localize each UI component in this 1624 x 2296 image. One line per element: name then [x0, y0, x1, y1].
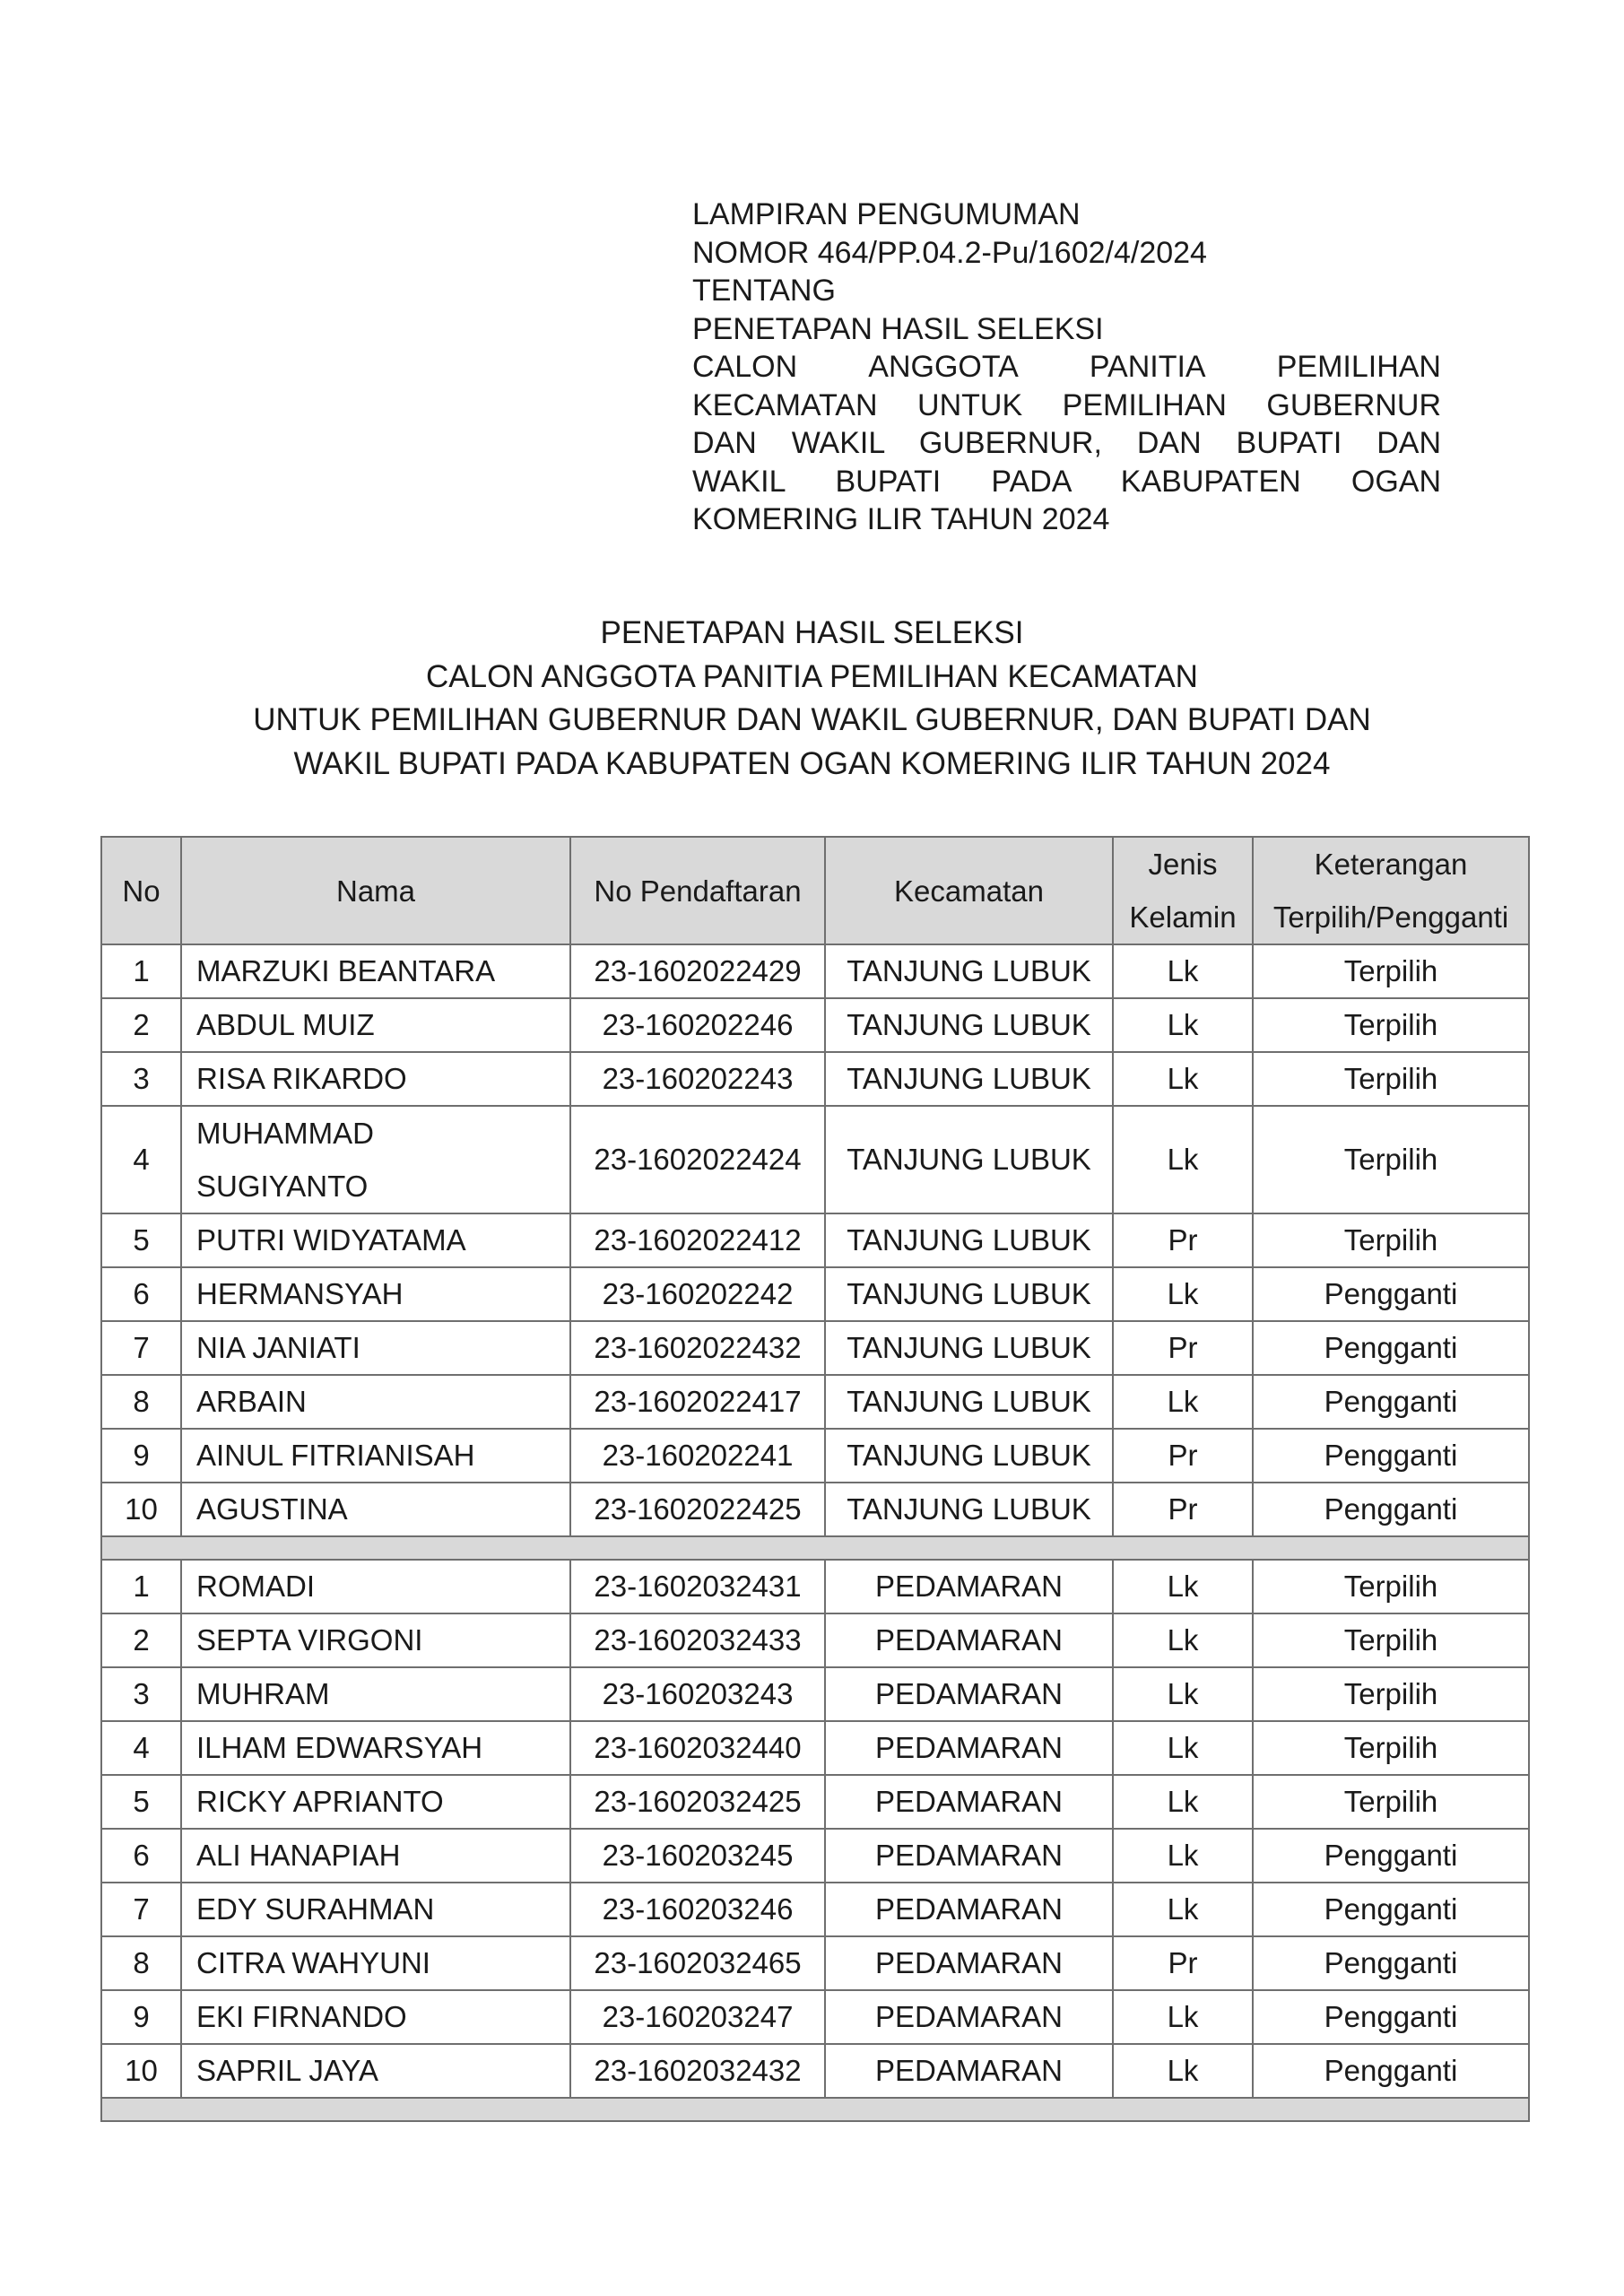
cell-nama: ALI HANAPIAH [181, 1829, 570, 1883]
table-row [101, 998, 1529, 1052]
cell-jenis-kelamin: Pr [1113, 1321, 1253, 1375]
group-separator [101, 1536, 1529, 1560]
cell-jenis-kelamin: Lk [1113, 1560, 1253, 1613]
table-row [101, 1052, 1529, 1106]
cell-keterangan: Terpilih [1253, 1213, 1529, 1267]
title-line: WAKIL BUPATI PADA KABUPATEN OGAN KOMERING ILIR TAHUN 2024 [293, 745, 1331, 781]
cell-keterangan: Pengganti [1253, 1936, 1529, 1990]
table-row [101, 1267, 1529, 1321]
table-row [101, 1560, 1529, 1613]
cell-nama: ROMADI [181, 1560, 570, 1613]
cell-no: 7 [101, 1321, 181, 1375]
cell-kecamatan: PEDAMARAN [825, 1721, 1113, 1775]
column-header-keterangan [1253, 837, 1529, 944]
cell-jenis-kelamin: Pr [1113, 1429, 1253, 1483]
table-row [101, 2044, 1529, 2098]
cell-no: 10 [101, 2044, 181, 2098]
cell-kecamatan: PEDAMARAN [825, 1667, 1113, 1721]
cell-keterangan: Pengganti [1253, 1883, 1529, 1936]
cell-nama [181, 1106, 570, 1213]
cell-no-pendaftaran: 23-1602022432 [570, 1321, 825, 1375]
attachment-subject-line: DAN WAKIL GUBERNUR, DAN BUPATI DAN [692, 426, 1441, 460]
cell-nama: SEPTA VIRGONI [181, 1613, 570, 1667]
attachment-subject-line: CALON ANGGOTA PANITIA PEMILIHAN [692, 350, 1441, 384]
table-row [101, 1375, 1529, 1429]
cell-no-pendaftaran: 23-160202241 [570, 1429, 825, 1483]
cell-keterangan: Terpilih [1253, 1775, 1529, 1829]
header-text: Jenis [1148, 848, 1218, 881]
cell-kecamatan: TANJUNG LUBUK [825, 1106, 1113, 1213]
title-line: CALON ANGGOTA PANITIA PEMILIHAN KECAMATAN [426, 658, 1198, 694]
cell-no: 1 [101, 1560, 181, 1613]
cell-no-pendaftaran: 23-1602032432 [570, 2044, 825, 2098]
table-row [101, 1106, 1529, 1213]
table-row [101, 1883, 1529, 1936]
cell-jenis-kelamin: Lk [1113, 1990, 1253, 2044]
cell-no: 6 [101, 1267, 181, 1321]
cell-jenis-kelamin: Lk [1113, 944, 1253, 998]
group-separator-row [101, 1536, 1529, 1560]
table-row [101, 1721, 1529, 1775]
cell-nama: NIA JANIATI [181, 1321, 570, 1375]
cell-no-pendaftaran: 23-1602032465 [570, 1936, 825, 1990]
cell-no-pendaftaran: 23-160203246 [570, 1883, 825, 1936]
cell-keterangan: Pengganti [1253, 1375, 1529, 1429]
cell-kecamatan: TANJUNG LUBUK [825, 998, 1113, 1052]
cell-jenis-kelamin: Lk [1113, 1106, 1253, 1213]
cell-kecamatan: PEDAMARAN [825, 1936, 1113, 1990]
cell-keterangan: Pengganti [1253, 2044, 1529, 2098]
cell-kecamatan: PEDAMARAN [825, 1990, 1113, 2044]
column-header-jenis-kelamin [1113, 837, 1253, 944]
header-text: Keterangan [1314, 848, 1468, 881]
cell-nama: EDY SURAHMAN [181, 1883, 570, 1936]
table-row [101, 1429, 1529, 1483]
cell-no-pendaftaran: 23-1602032433 [570, 1613, 825, 1667]
cell-no-pendaftaran: 23-1602022417 [570, 1375, 825, 1429]
table-header-row [101, 837, 1529, 944]
cell-kecamatan: PEDAMARAN [825, 1613, 1113, 1667]
table-row [101, 1213, 1529, 1267]
cell-jenis-kelamin: Lk [1113, 1613, 1253, 1667]
header-text: Terpilih/Pengganti [1272, 900, 1509, 934]
cell-no-pendaftaran: 23-160202243 [570, 1052, 825, 1106]
cell-keterangan: Terpilih [1253, 1613, 1529, 1667]
table-row [101, 1990, 1529, 2044]
cell-jenis-kelamin: Lk [1113, 1883, 1253, 1936]
cell-no: 3 [101, 1667, 181, 1721]
cell-no-pendaftaran: 23-1602032425 [570, 1775, 825, 1829]
cell-kecamatan: PEDAMARAN [825, 1560, 1113, 1613]
cell-kecamatan: TANJUNG LUBUK [825, 1213, 1113, 1267]
cell-no: 8 [101, 1936, 181, 1990]
group-separator [101, 2098, 1529, 2121]
cell-kecamatan: PEDAMARAN [825, 1829, 1113, 1883]
group-separator-row [101, 2098, 1529, 2121]
cell-nama: HERMANSYAH [181, 1267, 570, 1321]
cell-nama: ILHAM EDWARSYAH [181, 1721, 570, 1775]
attachment-header [692, 196, 1441, 539]
cell-no: 4 [101, 1721, 181, 1775]
name-line: SUGIYANTO [196, 1170, 369, 1203]
cell-nama: MUHRAM [181, 1667, 570, 1721]
cell-keterangan: Pengganti [1253, 1483, 1529, 1536]
cell-no-pendaftaran: 23-160203243 [570, 1667, 825, 1721]
cell-nama: RICKY APRIANTO [181, 1775, 570, 1829]
name-line: MUHAMMAD [196, 1117, 374, 1150]
cell-keterangan: Pengganti [1253, 1829, 1529, 1883]
cell-keterangan: Terpilih [1253, 1106, 1529, 1213]
cell-keterangan: Pengganti [1253, 1429, 1529, 1483]
cell-no-pendaftaran: 23-1602022425 [570, 1483, 825, 1536]
cell-jenis-kelamin: Lk [1113, 1775, 1253, 1829]
cell-keterangan: Pengganti [1253, 1267, 1529, 1321]
table-row [101, 1667, 1529, 1721]
cell-no: 3 [101, 1052, 181, 1106]
cell-nama: MARZUKI BEANTARA [181, 944, 570, 998]
cell-nama: PUTRI WIDYATAMA [181, 1213, 570, 1267]
selection-results-table [100, 836, 1530, 2122]
cell-no: 2 [101, 1613, 181, 1667]
cell-jenis-kelamin: Lk [1113, 1267, 1253, 1321]
cell-kecamatan: PEDAMARAN [825, 1775, 1113, 1829]
cell-no-pendaftaran: 23-1602022424 [570, 1106, 825, 1213]
cell-kecamatan: PEDAMARAN [825, 2044, 1113, 2098]
cell-no: 7 [101, 1883, 181, 1936]
column-header-no: No [101, 837, 181, 944]
cell-jenis-kelamin: Lk [1113, 998, 1253, 1052]
cell-keterangan: Terpilih [1253, 944, 1529, 998]
cell-no: 8 [101, 1375, 181, 1429]
table-row [101, 1829, 1529, 1883]
attachment-subject-line: WAKIL BUPATI PADA KABUPATEN OGAN [692, 464, 1441, 499]
cell-no-pendaftaran: 23-1602022429 [570, 944, 825, 998]
cell-no: 9 [101, 1990, 181, 2044]
cell-jenis-kelamin: Lk [1113, 2044, 1253, 2098]
cell-nama: SAPRIL JAYA [181, 2044, 570, 2098]
cell-nama: ABDUL MUIZ [181, 998, 570, 1052]
cell-no-pendaftaran: 23-160203245 [570, 1829, 825, 1883]
cell-kecamatan: TANJUNG LUBUK [825, 1483, 1113, 1536]
cell-keterangan: Terpilih [1253, 1560, 1529, 1613]
title-line: UNTUK PEMILIHAN GUBERNUR DAN WAKIL GUBERNUR, DAN BUPATI DAN [253, 702, 1371, 737]
table-row [101, 1483, 1529, 1536]
cell-nama: RISA RIKARDO [181, 1052, 570, 1106]
cell-jenis-kelamin: Lk [1113, 1721, 1253, 1775]
column-header-kecamatan: Kecamatan [825, 837, 1113, 944]
column-header-nama: Nama [181, 837, 570, 944]
attachment-label: LAMPIRAN PENGUMUMAN [692, 197, 1081, 231]
cell-nama: CITRA WAHYUNI [181, 1936, 570, 1990]
cell-nama: ARBAIN [181, 1375, 570, 1429]
cell-kecamatan: TANJUNG LUBUK [825, 1375, 1113, 1429]
cell-jenis-kelamin: Lk [1113, 1667, 1253, 1721]
cell-nama: EKI FIRNANDO [181, 1990, 570, 2044]
cell-keterangan: Terpilih [1253, 1667, 1529, 1721]
cell-no: 1 [101, 944, 181, 998]
cell-no-pendaftaran: 23-160202242 [570, 1267, 825, 1321]
cell-keterangan: Terpilih [1253, 1052, 1529, 1106]
attachment-subject-line: KOMERING ILIR TAHUN 2024 [692, 502, 1110, 536]
document-title [0, 612, 1624, 786]
cell-no-pendaftaran: 23-1602032431 [570, 1560, 825, 1613]
cell-no: 5 [101, 1775, 181, 1829]
cell-keterangan: Terpilih [1253, 1721, 1529, 1775]
cell-kecamatan: PEDAMARAN [825, 1883, 1113, 1936]
cell-nama: AGUSTINA [181, 1483, 570, 1536]
cell-kecamatan: TANJUNG LUBUK [825, 1267, 1113, 1321]
cell-no-pendaftaran: 23-1602032440 [570, 1721, 825, 1775]
cell-jenis-kelamin: Pr [1113, 1936, 1253, 1990]
cell-jenis-kelamin: Lk [1113, 1829, 1253, 1883]
table-row [101, 1613, 1529, 1667]
cell-kecamatan: TANJUNG LUBUK [825, 1052, 1113, 1106]
cell-no: 6 [101, 1829, 181, 1883]
cell-no-pendaftaran: 23-160202246 [570, 998, 825, 1052]
column-header-no-pendaftaran: No Pendaftaran [570, 837, 825, 944]
attachment-subject-line: KECAMATAN UNTUK PEMILIHAN GUBERNUR [692, 387, 1441, 422]
cell-keterangan: Pengganti [1253, 1990, 1529, 2044]
cell-no: 9 [101, 1429, 181, 1483]
attachment-number: NOMOR 464/PP.04.2-Pu/1602/4/2024 [692, 235, 1207, 270]
attachment-about-label: TENTANG [692, 274, 836, 308]
cell-keterangan: Pengganti [1253, 1321, 1529, 1375]
table-row [101, 1321, 1529, 1375]
attachment-subject-line: PENETAPAN HASIL SELEKSI [692, 311, 1104, 346]
header-text: Kelamin [1129, 900, 1237, 934]
table-row [101, 1936, 1529, 1990]
cell-no: 2 [101, 998, 181, 1052]
cell-no-pendaftaran: 23-160203247 [570, 1990, 825, 2044]
cell-nama: AINUL FITRIANISAH [181, 1429, 570, 1483]
cell-no-pendaftaran: 23-1602022412 [570, 1213, 825, 1267]
cell-no: 10 [101, 1483, 181, 1536]
cell-jenis-kelamin: Lk [1113, 1375, 1253, 1429]
cell-jenis-kelamin: Lk [1113, 1052, 1253, 1106]
cell-jenis-kelamin: Pr [1113, 1483, 1253, 1536]
cell-kecamatan: TANJUNG LUBUK [825, 1429, 1113, 1483]
cell-keterangan: Terpilih [1253, 998, 1529, 1052]
cell-no: 4 [101, 1106, 181, 1213]
cell-jenis-kelamin: Pr [1113, 1213, 1253, 1267]
cell-kecamatan: TANJUNG LUBUK [825, 944, 1113, 998]
cell-no: 5 [101, 1213, 181, 1267]
title-line: PENETAPAN HASIL SELEKSI [600, 615, 1024, 650]
cell-kecamatan: TANJUNG LUBUK [825, 1321, 1113, 1375]
table-row [101, 944, 1529, 998]
table-row [101, 1775, 1529, 1829]
